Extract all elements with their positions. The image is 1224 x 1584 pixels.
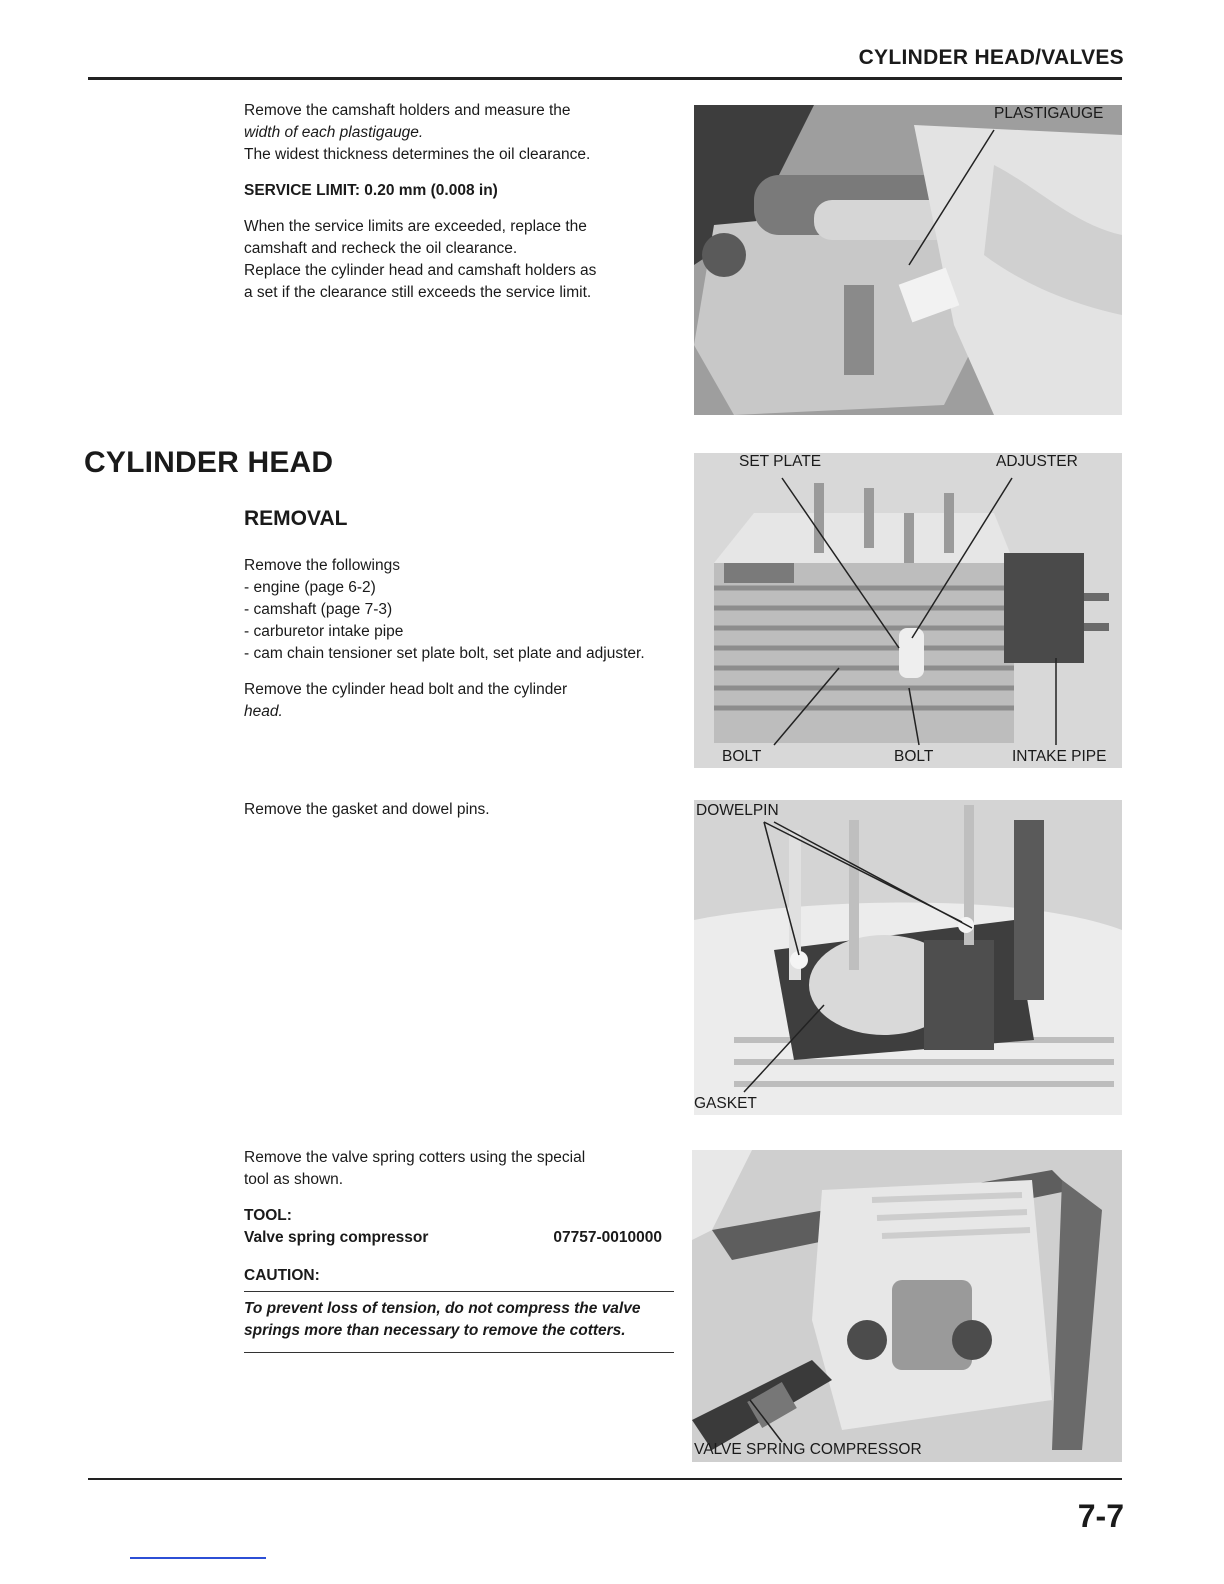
- intro-block: [244, 100, 674, 304]
- valve-block: [244, 1147, 674, 1359]
- intro-para2-line-2: camshaft and recheck the oil clearance.: [244, 240, 518, 257]
- callout-bolt-right: BOLT: [894, 748, 934, 765]
- callout-valve-spring-compressor: VALVE SPRING COMPRESSOR: [694, 1441, 922, 1458]
- intro-para2-line-4: a set if the clearance still exceeds the service limit.: [244, 284, 592, 301]
- footer-rule: [88, 1478, 1122, 1480]
- callout-bolt-left: BOLT: [722, 748, 762, 765]
- intro-para2-line-1: When the service limits are exceeded, replace the: [244, 218, 587, 235]
- removal-item-tensioner: - cam chain tensioner set plate bolt, set plate and adjuster.: [244, 645, 645, 662]
- figure-compressor-photo: [692, 1150, 1122, 1462]
- figure-cylinder-head-photo: [694, 453, 1122, 768]
- tool-name: Valve spring compressor: [244, 1229, 429, 1246]
- removal-item-intake-pipe: - carburetor intake pipe: [244, 623, 404, 640]
- intro-para2-line-3: Replace the cylinder head and camshaft holders as: [244, 262, 597, 279]
- figure-plastigauge-photo: [694, 105, 1122, 415]
- removal-step4-line-2: tool as shown.: [244, 1171, 344, 1188]
- removal-block: [244, 555, 674, 723]
- callout-dowelpin: DOWELPIN: [696, 802, 779, 819]
- intro-line-3: The widest thickness determines the oil clearance.: [244, 146, 591, 163]
- caution-rule-bottom: [244, 1352, 674, 1353]
- page-number: 7-7: [1077, 1498, 1124, 1534]
- removal-step4-line-1: Remove the valve spring cotters using the special: [244, 1149, 586, 1166]
- callout-set-plate: SET PLATE: [739, 453, 822, 470]
- callout-intake-pipe: INTAKE PIPE: [1012, 748, 1107, 765]
- removal-intro: Remove the followings: [244, 557, 400, 574]
- footer-link-underline: [130, 1557, 266, 1559]
- removal-step2-line-2: head.: [244, 703, 283, 720]
- header-rule: [88, 77, 1122, 80]
- removal-item-camshaft: - camshaft (page 7-3): [244, 601, 393, 618]
- callout-gasket: GASKET: [694, 1095, 757, 1112]
- section-title: CYLINDER HEAD: [84, 446, 334, 479]
- intro-line-1: Remove the camshaft holders and measure the: [244, 102, 571, 119]
- caution-text: To prevent loss of tension, do not compress the valve springs more than necessary to remove the cotters.: [244, 1300, 641, 1339]
- section-subtitle: REMOVAL: [244, 507, 348, 530]
- callout-plastigauge: PLASTIGAUGE: [994, 105, 1104, 122]
- header-section-title: CYLINDER HEAD/VALVES: [858, 46, 1124, 69]
- tool-part-number: 07757-0010000: [553, 1229, 662, 1246]
- removal-item-engine: - engine (page 6-2): [244, 579, 376, 596]
- tool-row: [244, 1227, 674, 1249]
- caution-label: CAUTION:: [244, 1267, 320, 1284]
- caution-rule-top: [244, 1291, 674, 1292]
- service-limit: SERVICE LIMIT: 0.20 mm (0.008 in): [244, 182, 498, 199]
- removal-step3: Remove the gasket and dowel pins.: [244, 801, 490, 818]
- callout-adjuster: ADJUSTER: [996, 453, 1078, 470]
- intro-line-2: width of each plastigauge.: [244, 124, 424, 141]
- tool-label: TOOL:: [244, 1207, 292, 1224]
- figure-gasket-photo: [694, 800, 1122, 1115]
- removal-step2-line-1: Remove the cylinder head bolt and the cylinder: [244, 681, 568, 698]
